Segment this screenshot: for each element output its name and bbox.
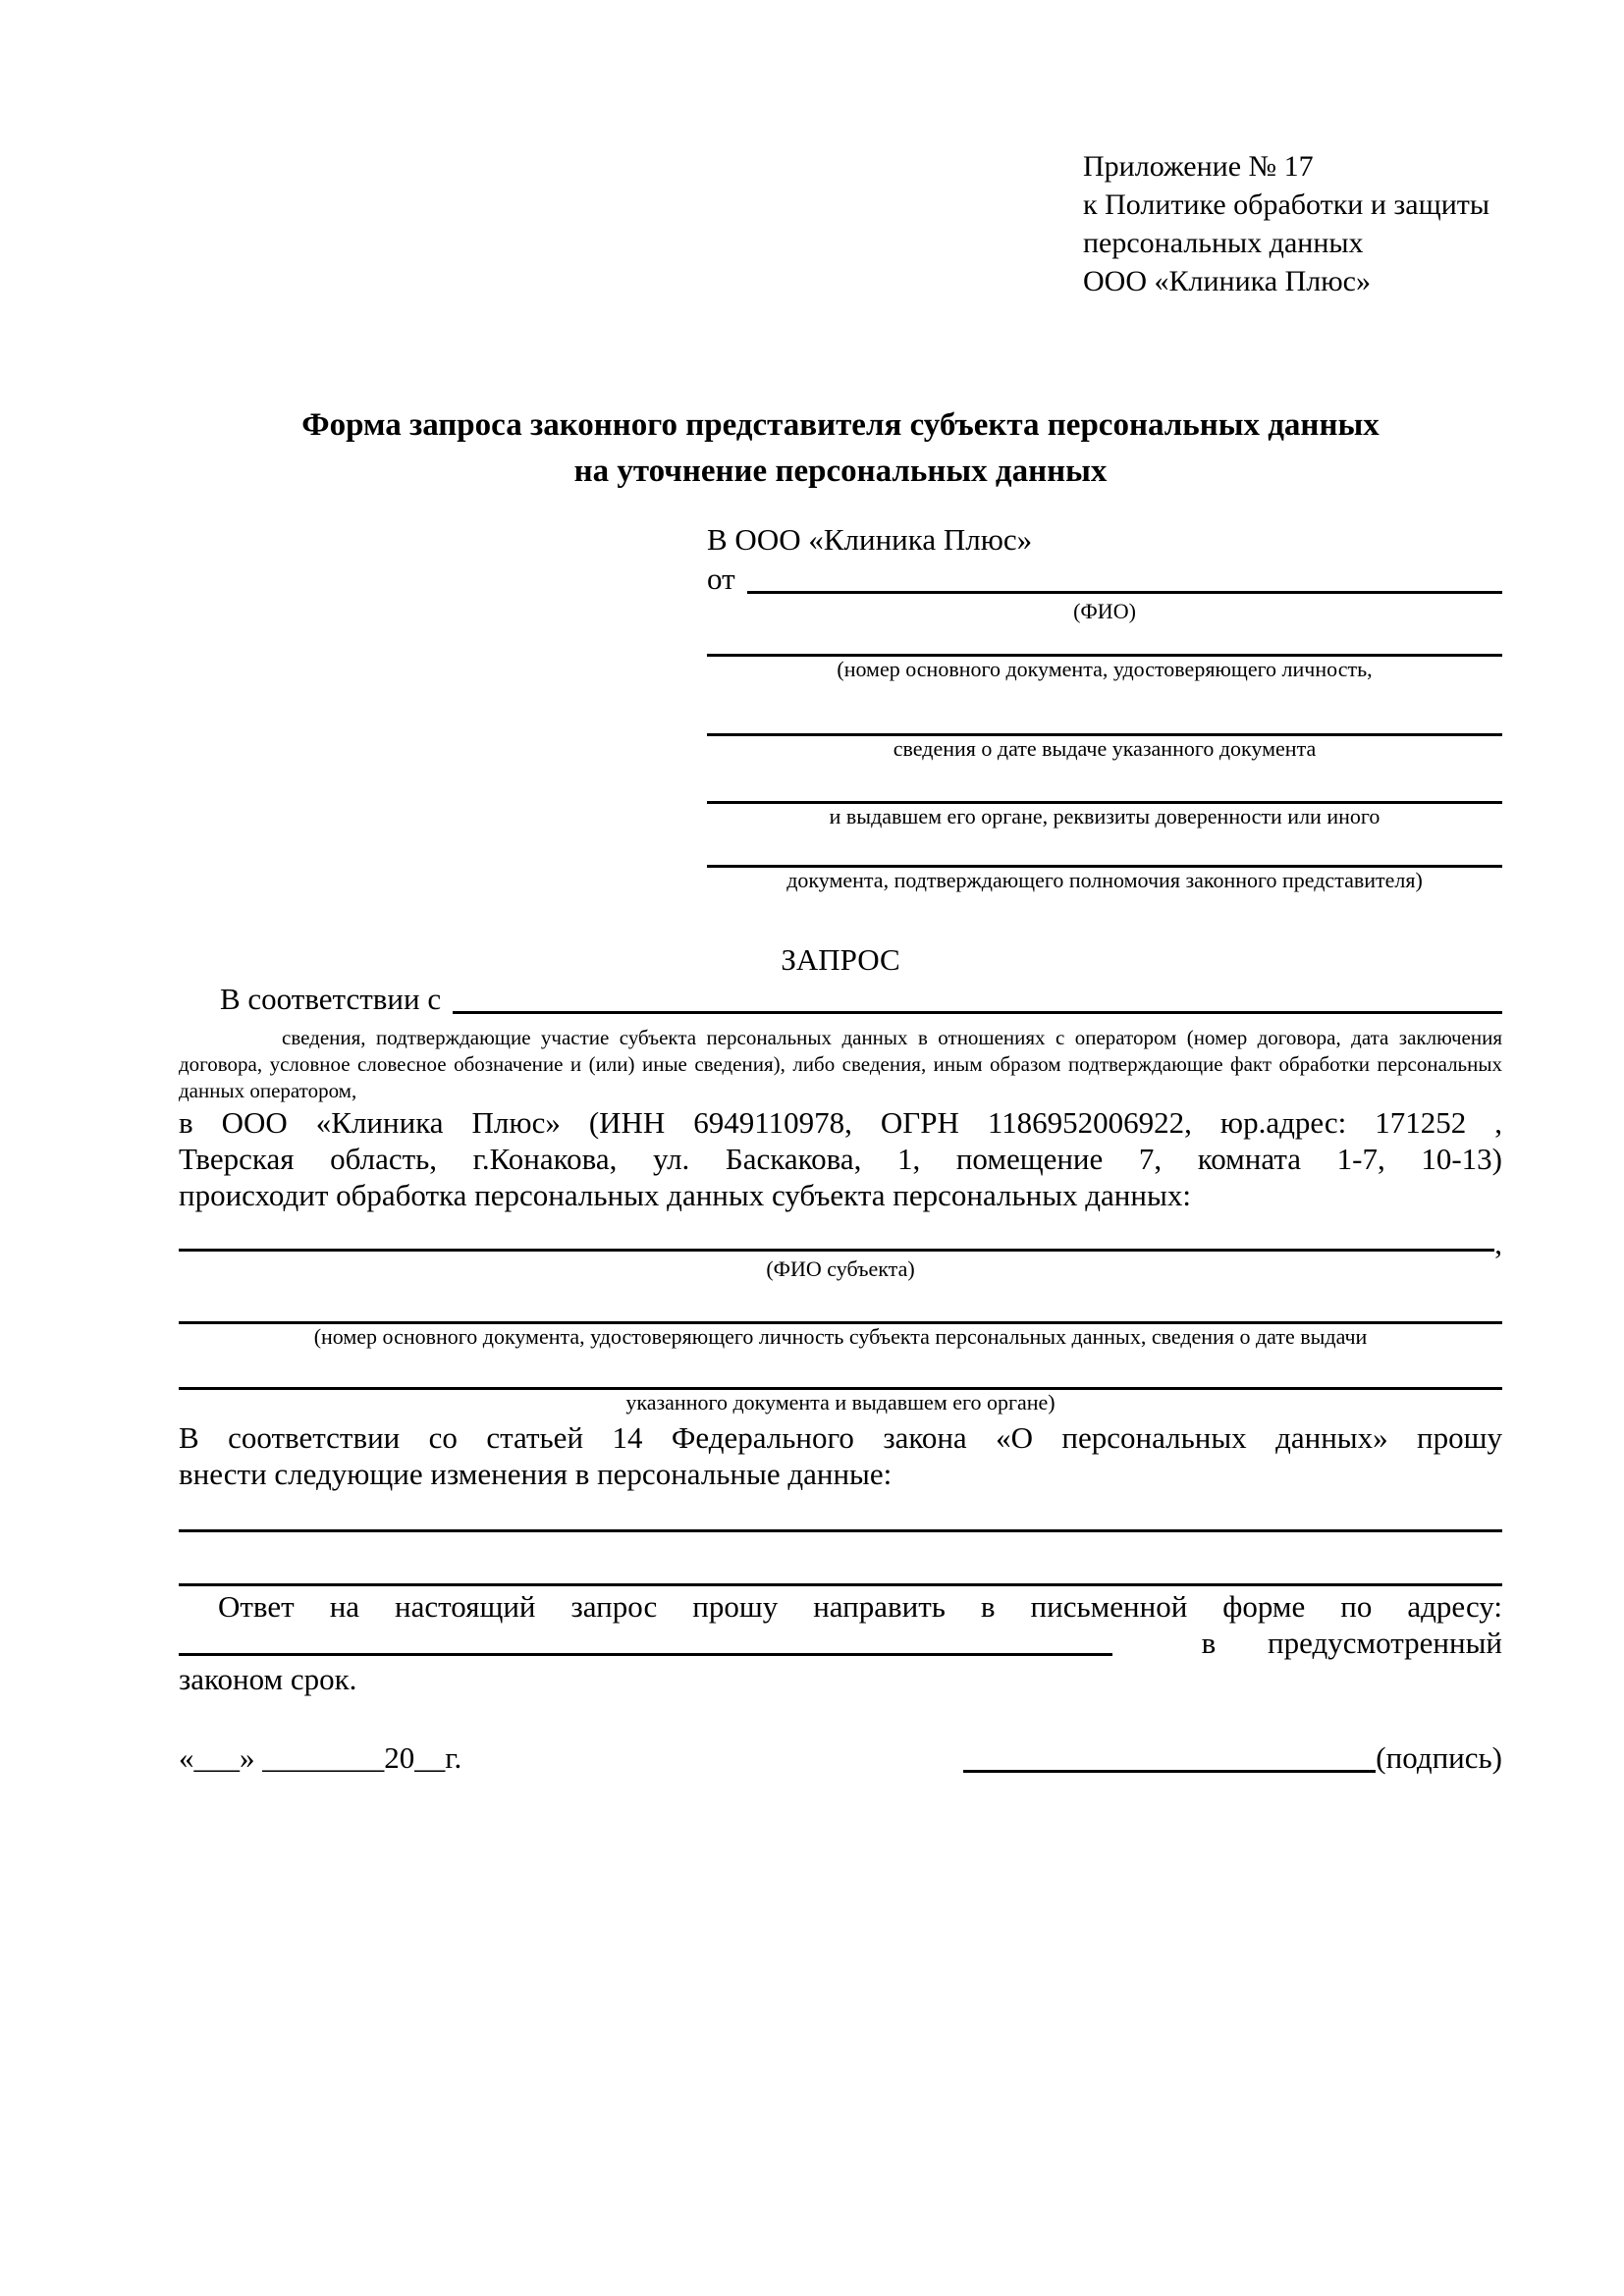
signature-block [963,1738,1502,1778]
appendix-line: персональных данных [1083,227,1364,259]
field-caption: сведения о дате выдаче указанного документа [893,736,1317,761]
date-signature-row [179,1738,1502,1778]
accordance-row [179,980,1502,1019]
subject-doc-caption: (номер основного документа, удостоверяющего личность субъекта персональных данных, сведения о дате выдачи [313,1324,1368,1349]
changes-blank-line [179,1583,1502,1586]
answer-paragraph-line: Ответ на настоящий запрос прошу направить в письменной форме по адресу: [218,1589,1502,1624]
field-caption: документа, подтверждающего полномочия законного представителя) [786,868,1423,892]
from-label: от [707,561,735,596]
field-caption: (номер основного документа, удостоверяющего личность, [837,657,1373,681]
answer-address-row [179,1625,1502,1661]
document-title-line: на уточнение персональных данных [573,454,1108,489]
from-blank-line [747,581,1502,594]
answer-paragraph-line: законом срок. [179,1662,357,1696]
signature-caption: (подпись) [1376,1740,1502,1775]
appendix-line: ООО «Клиника Плюс» [1083,265,1371,297]
signature-blank-line [963,1760,1376,1773]
operator-paragraph-line: происходит обработка персональных данных субъекта персональных данных: [179,1178,1191,1212]
field-caption: и выдавшем его органе, реквизиты доверенности или иного [829,804,1380,828]
fio-caption: (ФИО) [1073,599,1136,623]
article-paragraph-line: внести следующие изменения в персональные данные: [179,1457,893,1491]
address-blank-line [179,1643,1112,1656]
appendix-line: Приложение № 17 [1083,150,1314,183]
accordance-footnote: сведения, подтверждающие участие субъекта персональных данных в отношениях с оператором (номер договора, дата заключения договора, условное словесное обозначение и (или) иные сведения), либо сведения, иным образом подтверждающие факт обработки персональных данных оператором, [179,1026,1502,1102]
operator-paragraph-line: Тверская область, г.Конакова, ул. Баскакова, 1, помещение 7, комната 1-7, 10-13) [179,1142,1502,1176]
article-paragraph-line: В соответствии со статьей 14 Федерального закона «О персональных данных» прошу [179,1420,1502,1455]
addressee-block [707,520,1502,893]
subject-doc-caption: указанного документа и выдавшем его органе) [625,1390,1056,1415]
operator-paragraph-line: в ООО «Клиника Плюс» (ИНН 6949110978, ОГРН 1186952006922, юр.адрес: 171252 , [179,1105,1502,1140]
accordance-label: В соответствии с [220,982,442,1016]
appendix-block [1083,147,1502,300]
trailing-comma: , [1494,1226,1502,1260]
accordance-blank-line [453,1001,1502,1014]
date-blank-line: «___» ________20__г. [179,1740,462,1775]
changes-blank-line [179,1529,1502,1532]
answer-paragraph-tail: в предусмотренный [1201,1626,1502,1660]
subject-fio-blank-line [179,1239,1494,1252]
request-heading: ЗАПРОС [781,942,900,977]
subject-fio-caption: (ФИО субъекта) [766,1256,915,1281]
document-title-line: Форма запроса законного представителя субъекта персональных данных [301,407,1380,443]
from-field-row [707,560,1502,599]
operator-paragraph [179,1104,1502,1213]
article-paragraph [179,1419,1502,1492]
addressee-to: В ООО «Клиника Плюс» [707,522,1033,557]
document-title [179,402,1502,495]
subject-fio-blank-row [179,1226,1502,1260]
appendix-line: к Политике обработки и защиты [1083,188,1490,221]
